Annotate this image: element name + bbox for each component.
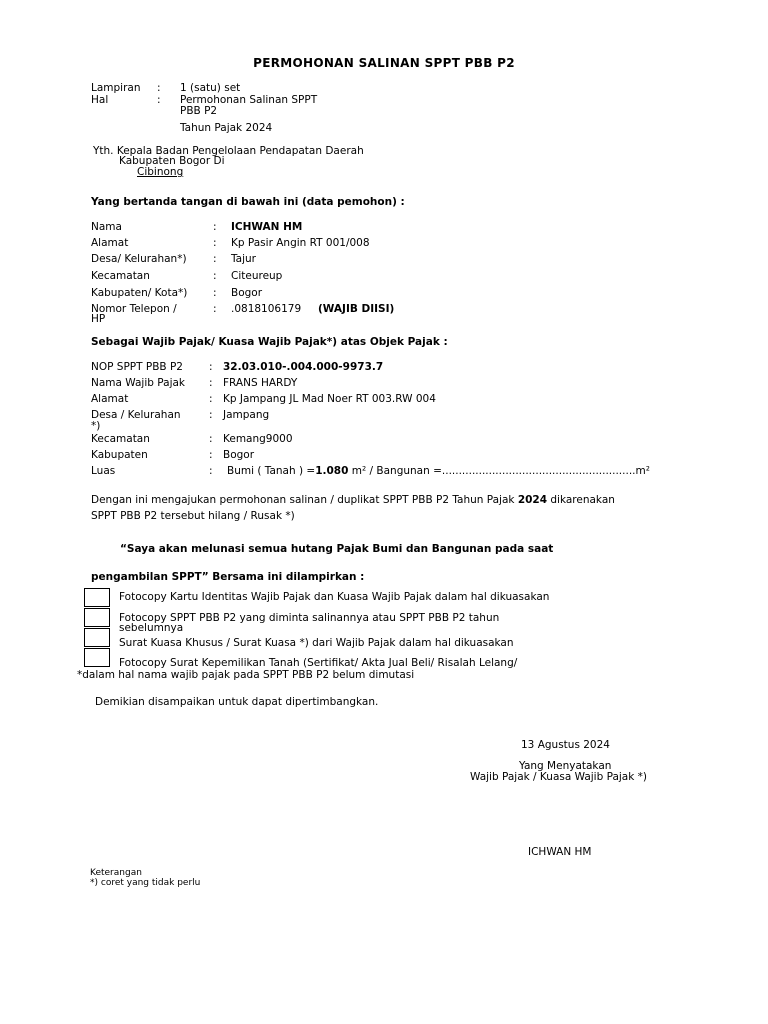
paragraph-line1 — [91, 494, 615, 506]
closing-text: Demikian disampaikan untuk dapat dipertimbangkan. — [95, 696, 379, 708]
objek-value-kabupaten: Bogor — [223, 449, 255, 461]
pemohon-value-desa: Tajur — [231, 253, 256, 265]
signature-line2: Wajib Pajak / Kuasa Wajib Pajak *) — [470, 771, 648, 783]
objek-value-nama: FRANS HARDY — [223, 377, 298, 389]
pemohon-value-kecamatan: Citeureup — [231, 270, 283, 282]
objek-label-alamat: Alamat — [91, 393, 129, 405]
objek-label-kecamatan: Kecamatan — [91, 433, 150, 445]
quote-line1: “Saya akan melunasi semua hutang Pajak Bumi dan Bangunan pada saat — [120, 543, 554, 555]
objek-colon: : — [209, 361, 213, 373]
objek-label-desa: Desa / Kelurahan — [91, 409, 181, 421]
attachment-item: Fotocopy Surat Kepemilikan Tanah (Sertifikat/ Akta Jual Beli/ Risalah Lelang/ — [119, 657, 518, 669]
objek-label-desa-note: *) — [91, 420, 101, 432]
signer-name: ICHWAN HM — [528, 846, 592, 858]
pemohon-label-alamat: Alamat — [91, 237, 129, 249]
hal-label: Hal — [91, 94, 109, 106]
paragraph-line1-a: Dengan ini mengajukan permohonan salinan / duplikat SPPT PBB P2 Tahun Pajak — [91, 494, 518, 506]
hal-value-line2: PBB P2 — [180, 105, 218, 117]
objek-label-nop: NOP SPPT PBB P2 — [91, 361, 183, 373]
attachment-item: Fotocopy Kartu Identitas Wajib Pajak dan Kuasa Wajib Pajak dalam hal dikuasakan — [119, 591, 550, 603]
objek-value-nop: 32.03.010-.004.000-9973.7 — [223, 361, 384, 373]
objek-label-kabupaten: Kabupaten — [91, 449, 148, 461]
pemohon-label-telepon: Nomor Telepon / — [91, 303, 177, 315]
attachment-checkbox[interactable] — [84, 628, 110, 647]
objek-colon: : — [209, 433, 213, 445]
objek-label-nama: Nama Wajib Pajak — [91, 377, 185, 389]
pemohon-label-nama: Nama — [91, 221, 122, 233]
luas-bangunan: m² / Bangunan =..........................................................m² — [351, 465, 650, 477]
notes-label: Keterangan — [90, 868, 142, 878]
attachment-checkbox[interactable] — [84, 648, 110, 667]
paragraph-line1-c: dikarenakan — [547, 494, 615, 506]
objek-value-luas — [227, 465, 650, 477]
pemohon-colon: : — [213, 253, 217, 265]
pemohon-colon: : — [213, 237, 217, 249]
recipient-line1: Yth. Kepala Badan Pengelolaan Pendapatan Daerah — [93, 145, 364, 157]
pemohon-colon: : — [213, 303, 217, 315]
objek-value-desa: Jampang — [223, 409, 270, 421]
objek-heading: Sebagai Wajib Pajak/ Kuasa Wajib Pajak*) atas Objek Pajak : — [91, 336, 448, 348]
pemohon-colon: : — [213, 221, 217, 233]
objek-value-kecamatan: Kemang9000 — [223, 433, 293, 445]
recipient-line2: Kabupaten Bogor Di — [119, 155, 225, 167]
hal-value-line1: Permohonan Salinan SPPT — [180, 94, 318, 106]
luas-bumi-label: Bumi ( Tanah ) = — [227, 465, 316, 477]
signature-date: 13 Agustus 2024 — [521, 739, 610, 751]
footnote: *dalam hal nama wajib pajak pada SPPT PBB P2 belum dimutasi — [77, 669, 415, 681]
notes-text: *) coret yang tidak perlu — [90, 878, 201, 888]
attachment-item-cont: sebelumnya — [119, 622, 184, 634]
wajib-diisi-note: (WAJIB DIISI) — [318, 303, 395, 315]
tahun-pajak: Tahun Pajak 2024 — [180, 122, 273, 134]
page-title: PERMOHONAN SALINAN SPPT PBB P2 — [253, 56, 515, 70]
paragraph-line2: SPPT PBB P2 tersebut hilang / Rusak *) — [91, 510, 295, 522]
objek-colon: : — [209, 409, 213, 421]
pemohon-value-kabupaten: Bogor — [231, 287, 263, 299]
hal-colon: : — [157, 94, 161, 106]
objek-label-luas: Luas — [91, 465, 116, 477]
pemohon-label-desa: Desa/ Kelurahan*) — [91, 253, 187, 265]
pemohon-colon: : — [213, 270, 217, 282]
attachment-checkbox[interactable] — [84, 608, 110, 627]
pemohon-value-nama: ICHWAN HM — [231, 221, 303, 233]
pemohon-label-kecamatan: Kecamatan — [91, 270, 150, 282]
attachment-checkbox[interactable] — [84, 588, 110, 607]
pemohon-value-alamat: Kp Pasir Angin RT 001/008 — [231, 237, 370, 249]
attachment-item: Fotocopy SPPT PBB P2 yang diminta salinannya atau SPPT PBB P2 tahun — [119, 612, 500, 624]
lampiran-value: 1 (satu) set — [180, 82, 241, 94]
quote-line2: pengambilan SPPT” Bersama ini dilampirkan : — [91, 571, 365, 583]
objek-colon: : — [209, 449, 213, 461]
pemohon-value-telepon: .0818106179 — [231, 303, 302, 315]
attachment-item: Surat Kuasa Khusus / Surat Kuasa *) dari Wajib Pajak dalam hal dikuasakan — [119, 637, 514, 649]
pemohon-label-telepon-hp: HP — [91, 313, 106, 325]
lampiran-label: Lampiran — [91, 82, 141, 94]
objek-colon: : — [209, 377, 213, 389]
paragraph-year: 2024 — [517, 494, 548, 506]
signature-line1: Yang Menyatakan — [519, 760, 612, 772]
pemohon-label-kabupaten: Kabupaten/ Kota*) — [91, 287, 188, 299]
objek-value-alamat: Kp Jampang JL Mad Noer RT 003.RW 004 — [223, 393, 436, 405]
pemohon-colon: : — [213, 287, 217, 299]
recipient-line3: Cibinong — [137, 166, 184, 178]
luas-bumi-value: 1.080 — [315, 465, 349, 477]
objek-colon: : — [209, 393, 213, 405]
objek-colon: : — [209, 465, 213, 477]
lampiran-colon: : — [157, 82, 161, 94]
pemohon-heading: Yang bertanda tangan di bawah ini (data pemohon) : — [91, 196, 405, 208]
